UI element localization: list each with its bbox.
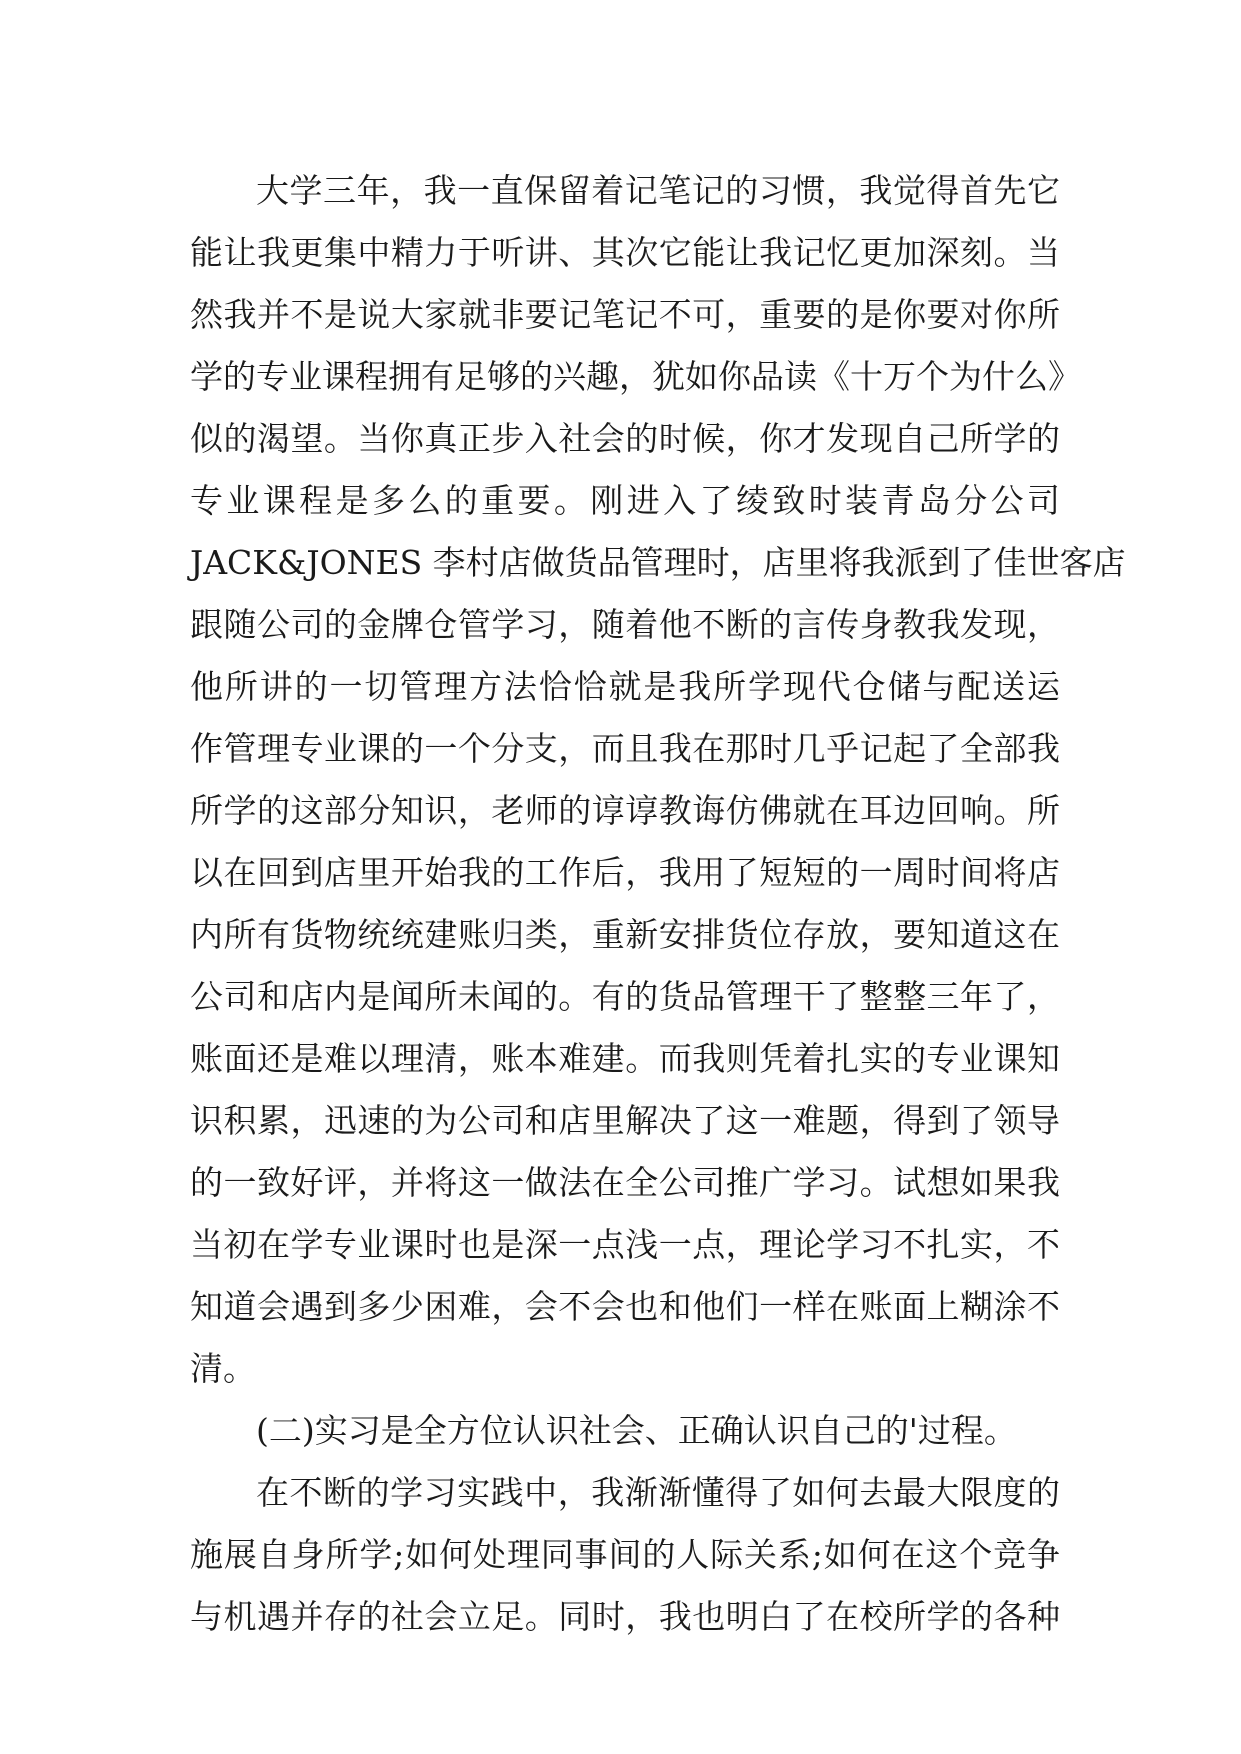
paragraph-line: 大学三年，我一直保留着记笔记的习惯，我觉得首先它 <box>256 171 1060 210</box>
paragraph-line: 以在回到店里开始我的工作后，我用了短短的一周时间将店 <box>190 853 1060 892</box>
document-body <box>190 160 1126 1648</box>
paragraph-line: 与机遇并存的社会立足。同时，我也明白了在校所学的各种 <box>190 1597 1060 1636</box>
paragraph-line: 跟随公司的金牌仓管学习，随着他不断的言传身教我发现， <box>190 605 1060 644</box>
paragraph-line: 施展自身所学;如何处理同事间的人际关系;如何在这个竞争 <box>190 1535 1060 1574</box>
section-heading: (二)实习是全方位认识社会、正确认识自己的'过程。 <box>256 1411 1017 1450</box>
paragraph-line: 所学的这部分知识，老师的谆谆教诲仿佛就在耳边回响。所 <box>190 791 1060 830</box>
paragraph-line: 专业课程是多么的重要。刚进入了绫致时装青岛分公司 <box>190 481 1060 520</box>
paragraph-line: 账面还是难以理清，账本难建。而我则凭着扎实的专业课知 <box>190 1039 1060 1078</box>
paragraph-line: 作管理专业课的一个分支，而且我在那时几乎记起了全部我 <box>190 729 1060 768</box>
paragraph-line: 当初在学专业课时也是深一点浅一点，理论学习不扎实，不 <box>190 1225 1060 1264</box>
paragraph-line: 在不断的学习实践中，我渐渐懂得了如何去最大限度的 <box>256 1473 1060 1512</box>
paragraph-line: 似的渴望。当你真正步入社会的时候，你才发现自己所学的 <box>190 419 1060 458</box>
paragraph-line: 识积累，迅速的为公司和店里解决了这一难题，得到了领导 <box>190 1101 1060 1140</box>
paragraph-line: 能让我更集中精力于听讲、其次它能让我记忆更加深刻。当 <box>190 233 1060 272</box>
paragraph-line: 公司和店内是闻所未闻的。有的货品管理干了整整三年了， <box>190 977 1060 1016</box>
paragraph-line: 清。 <box>190 1349 256 1388</box>
paragraph-line: 然我并不是说大家就非要记笔记不可，重要的是你要对你所 <box>190 295 1060 334</box>
paragraph-line: 的一致好评，并将这一做法在全公司推广学习。试想如果我 <box>190 1163 1060 1202</box>
paragraph-line: 学的专业课程拥有足够的兴趣，犹如你品读《十万个为什么》 <box>190 357 1081 396</box>
paragraph-line: JACK&JONES 李村店做货品管理时，店里将我派到了佳世客店 <box>190 543 1126 582</box>
paragraph-line: 他所讲的一切管理方法恰恰就是我所学现代仓储与配送运 <box>190 667 1060 706</box>
paragraph-line: 知道会遇到多少困难，会不会也和他们一样在账面上糊涂不 <box>190 1287 1060 1326</box>
paragraph-line: 内所有货物统统建账归类，重新安排货位存放，要知道这在 <box>190 915 1060 954</box>
